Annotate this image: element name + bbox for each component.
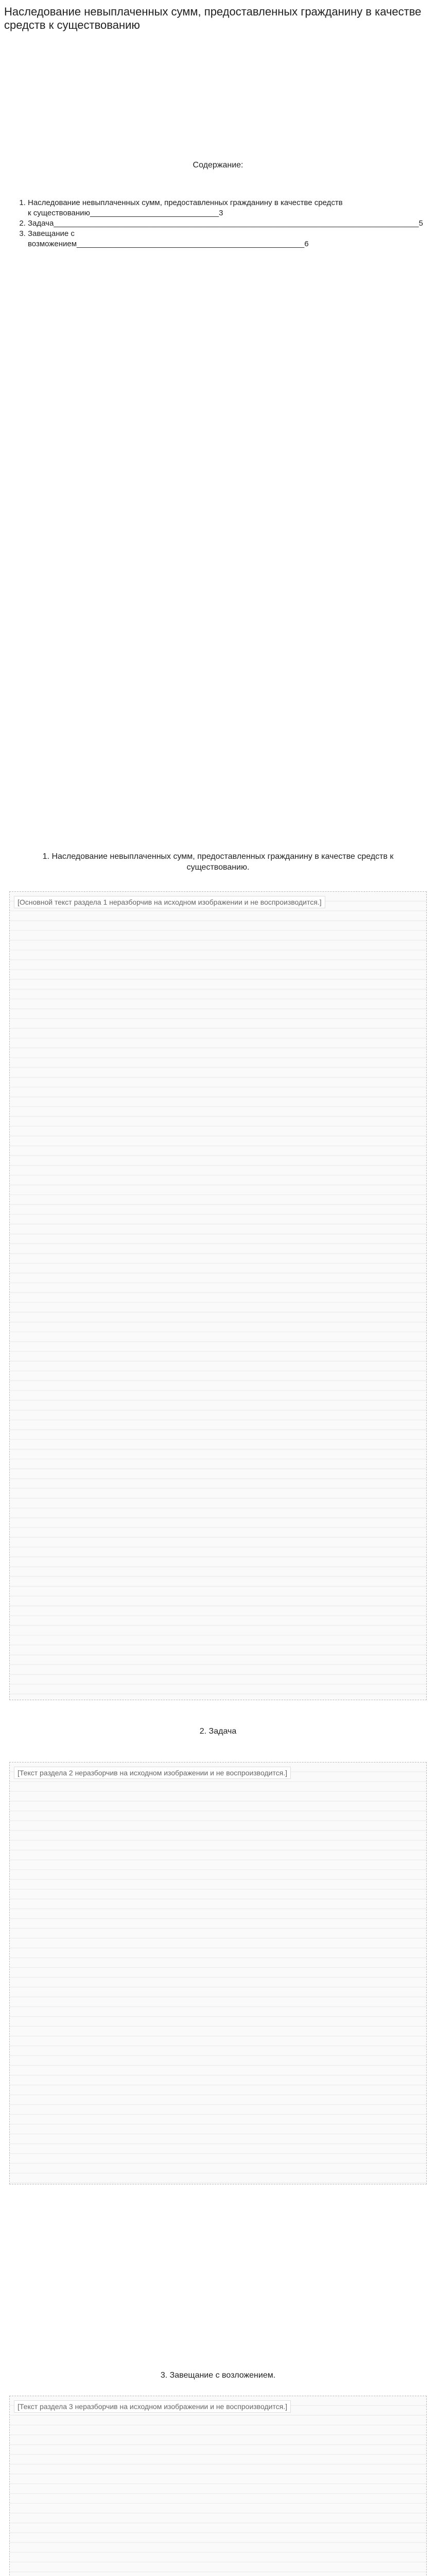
toc-item-3-page: 6	[304, 240, 309, 248]
section-1-heading: 1. Наследование невыплаченных сумм, предоставленных гражданину в качестве средств к существованию.	[42, 852, 394, 872]
section-1-body-placeholder	[9, 891, 427, 1700]
section-3-placeholder-note: [Текст раздела 3 неразборчив на исходном изображении и не воспроизводится.]	[14, 2400, 291, 2413]
toc-list	[20, 198, 423, 249]
toc-item-1-page: 3	[219, 209, 223, 217]
toc-item-3-leader: _____________________________________________________	[77, 240, 305, 248]
section-2-body-placeholder	[9, 1762, 427, 2184]
toc-item-1	[28, 198, 343, 218]
section-3-heading: 3. Завещание с возложением.	[160, 2371, 276, 2380]
document-title: Наследование невыплаченных сумм, предоставленных гражданину в качестве средств к существованию	[4, 5, 422, 31]
toc-item-1-text: Наследование невыплаченных сумм, предоставленных гражданину в качестве средств к существованию	[28, 198, 343, 217]
section-3-body-placeholder	[9, 2396, 427, 2576]
toc-item-2-leader: _____________________________________________________________________________________	[54, 219, 419, 228]
toc-item-2	[28, 218, 423, 229]
toc-item-3	[28, 229, 343, 249]
section-2-placeholder-note: [Текст раздела 2 неразборчив на исходном изображении и не воспроизводится.]	[14, 1767, 291, 1779]
toc-heading: Содержание:	[193, 161, 243, 170]
toc-item-2-text: Задача	[28, 219, 54, 228]
toc-item-2-page: 5	[418, 219, 423, 228]
toc-item-1-leader: ______________________________	[90, 209, 219, 217]
section-2-heading: 2. Задача	[199, 1727, 237, 1736]
section-1-placeholder-note: [Основной текст раздела 1 неразборчив на исходном изображении и не воспроизводится.]	[14, 896, 325, 908]
toc-item-3-text: Завещание с возможением	[28, 229, 77, 248]
